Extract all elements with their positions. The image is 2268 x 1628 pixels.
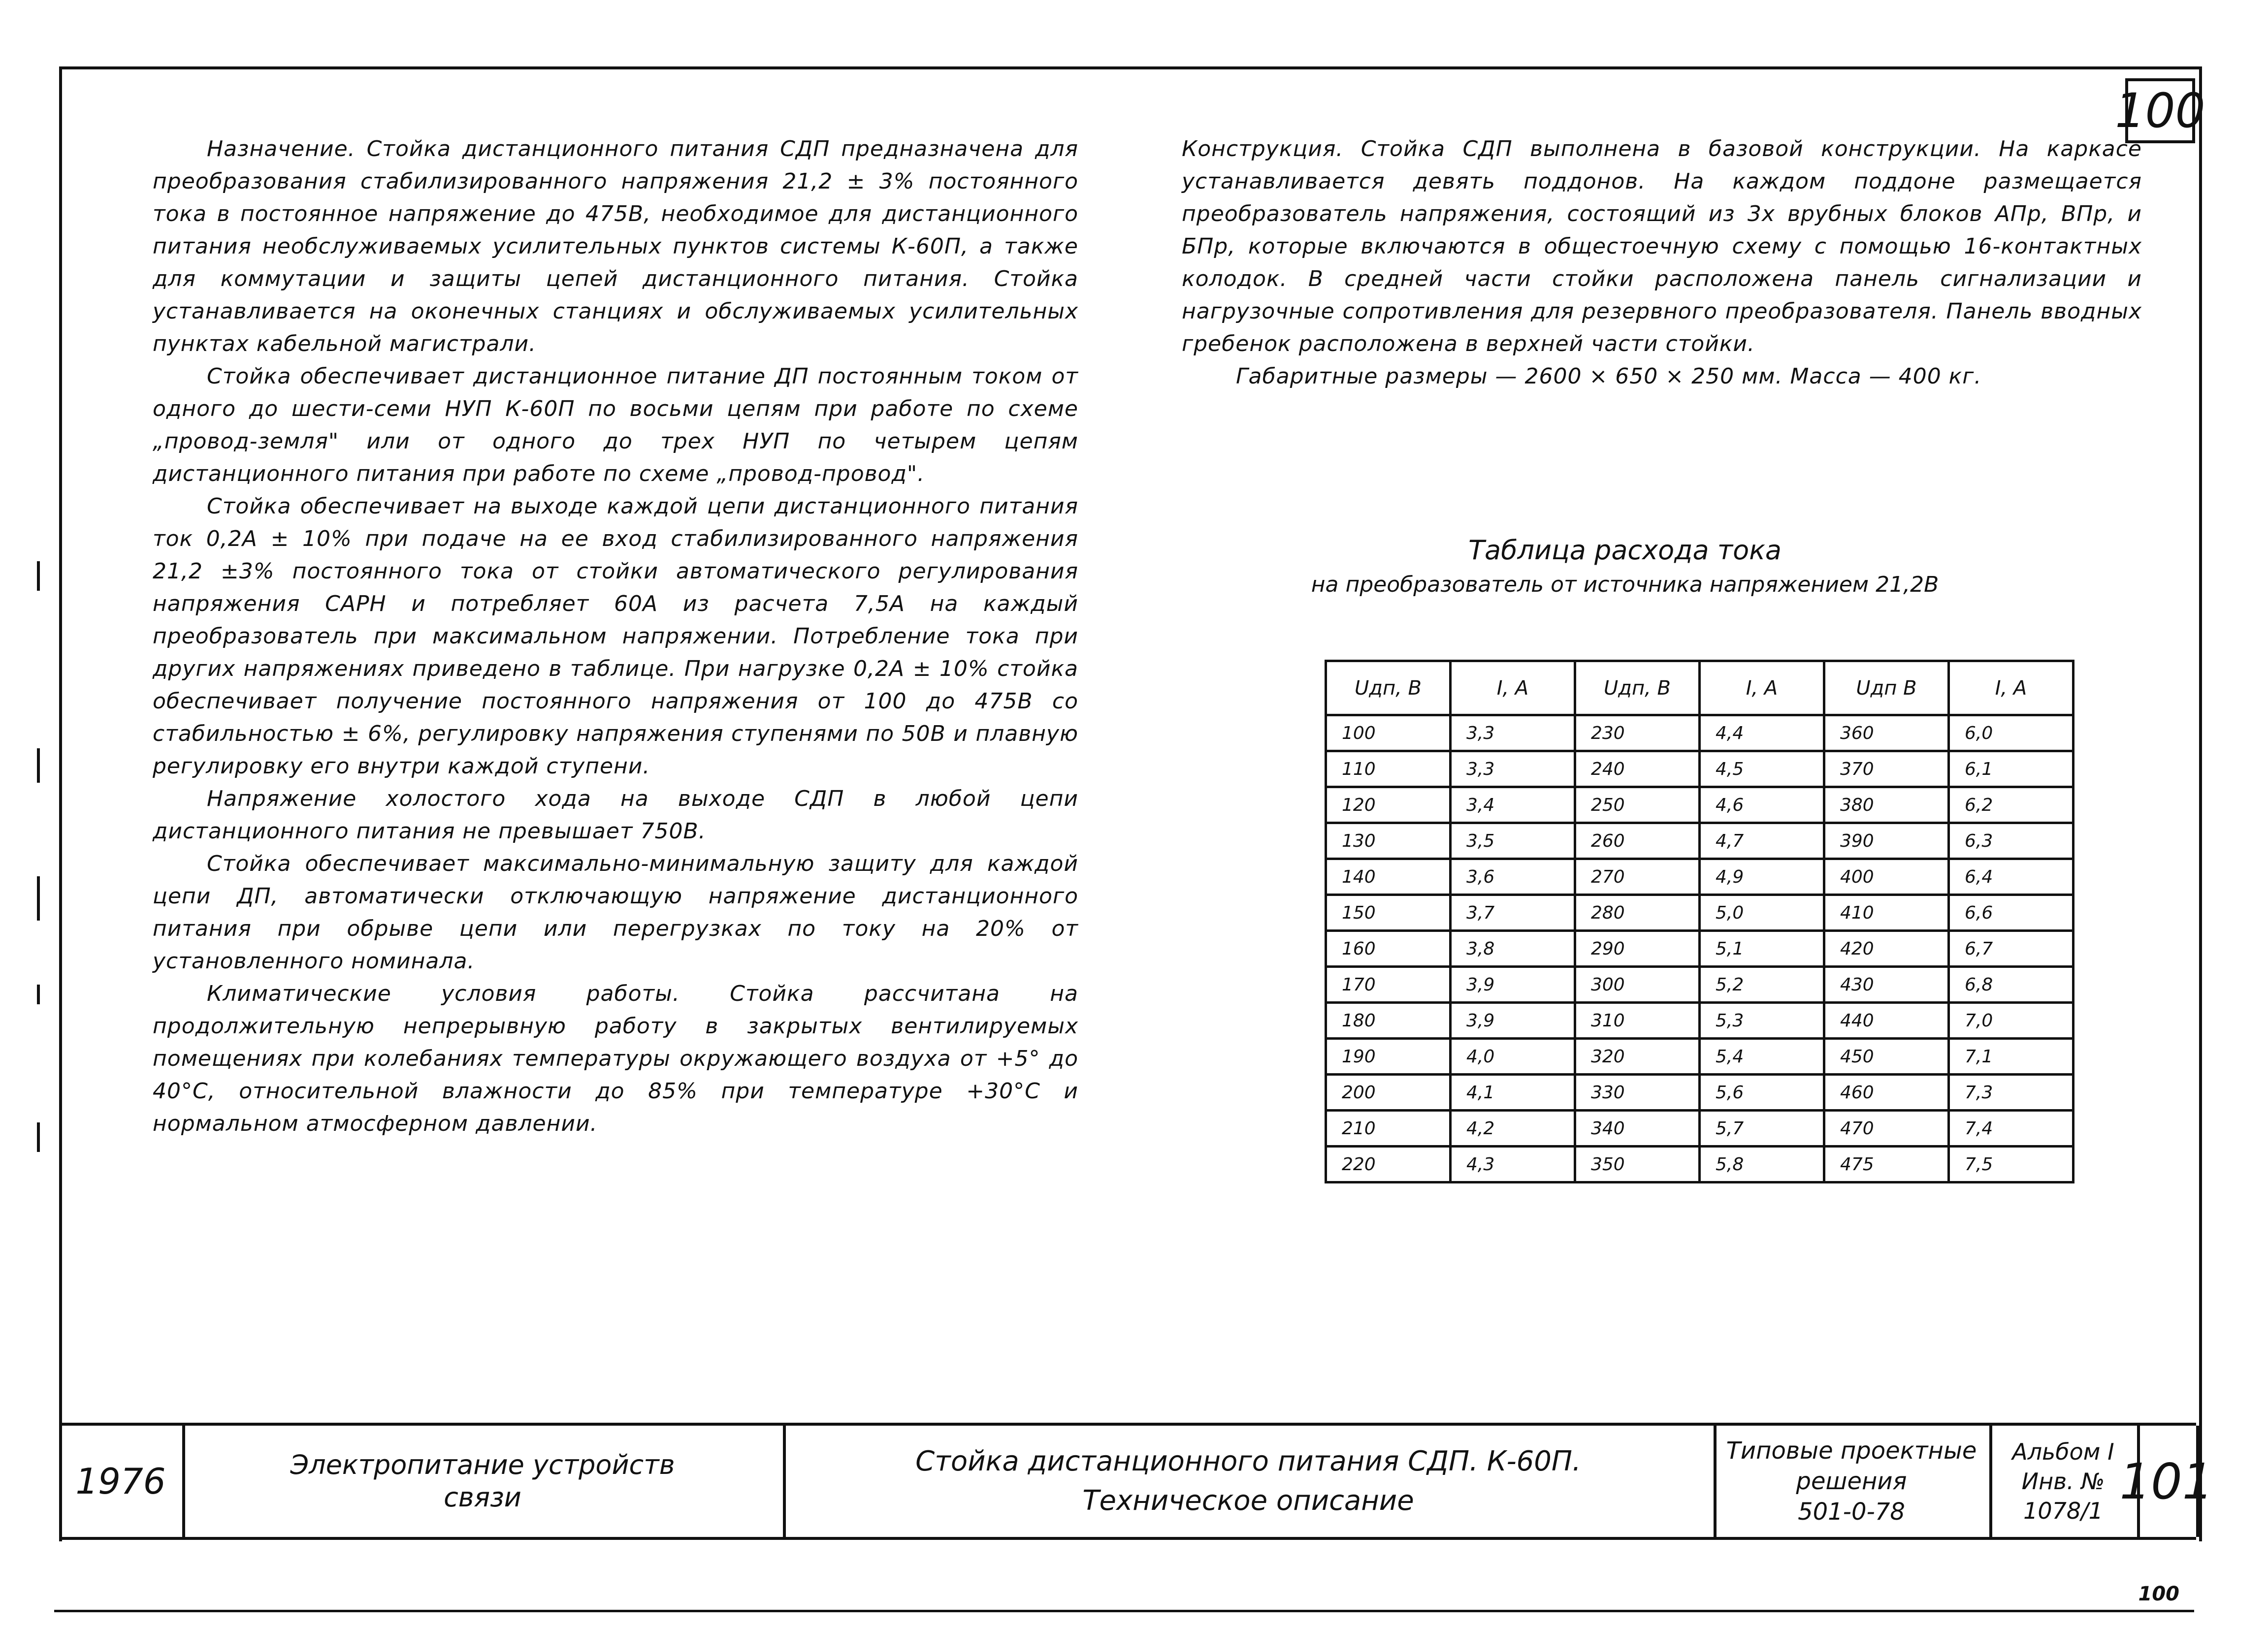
table-cell: 4,0	[1451, 1039, 1575, 1075]
table-cell: 6,0	[1949, 715, 2074, 751]
idle-voltage-paragraph: Напряжение холостого хода на выходе СДП в любой цепи дистанционного питания не превышает 750В.	[153, 786, 1078, 844]
table-row	[1326, 787, 2074, 823]
table-cell: 3,9	[1451, 967, 1575, 1003]
table-cell: 475	[1824, 1147, 1949, 1182]
table-cell: 460	[1824, 1075, 1949, 1111]
subject-line: связи	[444, 1482, 521, 1513]
table-cell: 190	[1326, 1039, 1451, 1075]
table-cell: 6,6	[1949, 895, 2074, 931]
table-cell: 240	[1575, 751, 1700, 787]
table-cell: 250	[1575, 787, 1700, 823]
series-line: решения	[1796, 1468, 1907, 1495]
margin-marks	[30, 542, 59, 1181]
document-title: Стойка дистанционного питания СДП. К-60П.	[915, 1445, 1581, 1477]
table-cell: 320	[1575, 1039, 1700, 1075]
table-cell: 160	[1326, 931, 1451, 967]
table-cell: 3,6	[1451, 859, 1575, 895]
album-cell	[1989, 1426, 2140, 1537]
table-row	[1326, 895, 2074, 931]
corner-sheet-number: 100	[2125, 78, 2195, 143]
table-row	[1326, 931, 2074, 967]
table-cell: 340	[1575, 1111, 1700, 1147]
table-row	[1326, 1111, 2074, 1147]
series-line: Типовые проектные	[1726, 1437, 1977, 1465]
table-cell: 6,7	[1949, 931, 2074, 967]
document-subtitle: Техническое описание	[1082, 1485, 1414, 1517]
table-cell: 420	[1824, 931, 1949, 967]
table-cell: 100	[1326, 715, 1451, 751]
table-cell: 4,6	[1700, 787, 1824, 823]
table-cell: 4,3	[1451, 1147, 1575, 1182]
table-cell: 7,4	[1949, 1111, 2074, 1147]
table-cell: 200	[1326, 1075, 1451, 1111]
header-cell: I, А	[1451, 661, 1575, 715]
current-consumption-table	[1325, 660, 2074, 1183]
table-cell: 380	[1824, 787, 1949, 823]
header-cell: Uдп В	[1824, 661, 1949, 715]
table-cell: 3,4	[1451, 787, 1575, 823]
inventory-label: Инв. №	[2021, 1468, 2105, 1495]
table-cell: 6,4	[1949, 859, 2074, 895]
dimensions-paragraph: Габаритные размеры — 2600 × 650 × 250 мм. Масса — 400 кг.	[1236, 364, 1982, 389]
table-subtitle: на преобразователь от источника напряжением 21,2В	[1311, 572, 1939, 597]
table-cell: 430	[1824, 967, 1949, 1003]
table-cell: 210	[1326, 1111, 1451, 1147]
table-cell: 110	[1326, 751, 1451, 787]
table-cell: 4,2	[1451, 1111, 1575, 1147]
table-cell: 220	[1326, 1147, 1451, 1182]
description-right-column	[1182, 133, 2142, 393]
header-cell: I, А	[1700, 661, 1824, 715]
sheet-cell	[2119, 1426, 2214, 1537]
table-title: Таблица расхода тока	[1468, 535, 1782, 566]
table-cell: 5,2	[1700, 967, 1824, 1003]
table-cell: 3,8	[1451, 931, 1575, 967]
power-supply-paragraph: Стойка обеспечивает дистанционное питание ДП постоянным током от одного до шести-семи НУП К-60П по восьми цепям при работе по схеме „провод-земля" или от одного до трех НУП по четырем цепям дистанционного питания при работе по схеме „провод-провод".	[153, 364, 1078, 486]
table-cell: 360	[1824, 715, 1949, 751]
table-cell: 6,1	[1949, 751, 2074, 787]
table-cell: 390	[1824, 823, 1949, 859]
table-row	[1326, 1075, 2074, 1111]
table-cell: 270	[1575, 859, 1700, 895]
table-cell: 130	[1326, 823, 1451, 859]
header-cell: I, А	[1949, 661, 2074, 715]
table-row	[1326, 715, 2074, 751]
climate-paragraph: Климатические условия работы. Стойка рассчитана на продолжительную непрерывную работу в закрытых вентилируемых помещениях при колебаниях температуры окружающего воздуха от +5° до 40°С, относительной влажности до 85% при температуре +30°С и нормальном атмосферном давлении.	[153, 981, 1078, 1136]
table-cell: 170	[1326, 967, 1451, 1003]
title-cell	[783, 1426, 1717, 1537]
table-cell: 4,1	[1451, 1075, 1575, 1111]
album-label: Альбом I	[2012, 1438, 2114, 1465]
table-row	[1326, 1003, 2074, 1039]
table-cell: 5,7	[1700, 1111, 1824, 1147]
construction-paragraph: Конструкция. Стойка СДП выполнена в базовой конструкции. На каркасе устанавливается девять поддонов. На каждом поддоне размещается преобразователь напряжения, состоящий из 3х врубных блоков АПр, ВПр, и БПр, которые включаются в общестоечную схему с помощью 16-контактных колодок. В средней части стойки расположена панель сигнализации и нагрузочные сопротивления для резервного преобразователя. Панель вводных гребенок расположена в верхней части стойки.	[1182, 136, 2142, 356]
table-cell: 5,1	[1700, 931, 1824, 967]
table-cell: 5,6	[1700, 1075, 1824, 1111]
table-cell: 4,7	[1700, 823, 1824, 859]
table-cell: 3,3	[1451, 751, 1575, 787]
table-cell: 6,2	[1949, 787, 2074, 823]
table-cell: 410	[1824, 895, 1949, 931]
table-cell: 3,7	[1451, 895, 1575, 931]
table-cell: 300	[1575, 967, 1700, 1003]
table-cell: 350	[1575, 1147, 1700, 1182]
table-cell: 260	[1575, 823, 1700, 859]
table-cell: 3,9	[1451, 1003, 1575, 1039]
sheet-number: 101	[2119, 1452, 2214, 1510]
table-row	[1326, 1039, 2074, 1075]
table-row	[1326, 1147, 2074, 1182]
table-cell: 310	[1575, 1003, 1700, 1039]
table-cell: 330	[1575, 1075, 1700, 1111]
header-cell: Uдп, В	[1326, 661, 1451, 715]
table-row	[1326, 751, 2074, 787]
table-cell: 5,4	[1700, 1039, 1824, 1075]
table-cell: 290	[1575, 931, 1700, 967]
page-number: 100	[2138, 1583, 2179, 1605]
table-row	[1326, 859, 2074, 895]
table-cell: 280	[1575, 895, 1700, 931]
protection-paragraph: Стойка обеспечивает максимально-минимальную защиту для каждой цепи ДП, автоматически отключающую напряжение дистанционного питания при обрыве цепи или перегрузках по току на 20% от установленного номинала.	[153, 851, 1078, 974]
table-cell: 140	[1326, 859, 1451, 895]
header-cell: Uдп, В	[1575, 661, 1700, 715]
table-cell: 7,5	[1949, 1147, 2074, 1182]
bottom-rule	[54, 1610, 2194, 1612]
table-cell: 4,4	[1700, 715, 1824, 751]
series-cell	[1714, 1426, 1992, 1537]
table-cell: 6,8	[1949, 967, 2074, 1003]
table-cell: 3,3	[1451, 715, 1575, 751]
subject-cell	[182, 1426, 786, 1537]
table-cell: 400	[1824, 859, 1949, 895]
table-cell: 7,0	[1949, 1003, 2074, 1039]
inventory-number: 1078/1	[2023, 1498, 2103, 1524]
table-cell: 150	[1326, 895, 1451, 931]
table-cell: 6,3	[1949, 823, 2074, 859]
description-left-column	[153, 133, 1078, 1140]
table-row	[1326, 967, 2074, 1003]
table-cell: 180	[1326, 1003, 1451, 1039]
year: 1976	[75, 1461, 166, 1502]
table-cell: 5,0	[1700, 895, 1824, 931]
table-heading	[1231, 532, 2019, 601]
table-cell: 3,5	[1451, 823, 1575, 859]
output-current-paragraph: Стойка обеспечивает на выходе каждой цепи дистанционного питания ток 0,2А ± 10% при подаче на ее вход стабилизированного напряжения 21,2 ±3% постоянного тока от стойки автоматического регулирования напряжения САРН и потребляет 60А из расчета 7,5А на каждый преобразователь при максимальном напряжении. Потребление тока при других напряжениях приведено в таблице. При нагрузке 0,2А ± 10% стойка обеспечивает получение постоянного напряжения от 100 до 475В со стабильностью ± 6%, регулировку напряжения ступенями по 50В и плавную регулировку его внутри каждой ступени.	[153, 494, 1078, 779]
series-code: 501-0-78	[1798, 1498, 1905, 1526]
table-cell: 370	[1824, 751, 1949, 787]
table-cell: 7,3	[1949, 1075, 2074, 1111]
table-cell: 5,8	[1700, 1147, 1824, 1182]
table-cell: 7,1	[1949, 1039, 2074, 1075]
table-cell: 450	[1824, 1039, 1949, 1075]
table-cell: 5,3	[1700, 1003, 1824, 1039]
subject-line: Электропитание устройств	[290, 1449, 675, 1480]
table-body	[1326, 715, 2074, 1182]
table-row	[1326, 823, 2074, 859]
table-cell: 440	[1824, 1003, 1949, 1039]
table-cell: 4,5	[1700, 751, 1824, 787]
table-cell: 470	[1824, 1111, 1949, 1147]
table-cell: 120	[1326, 787, 1451, 823]
year-cell	[59, 1426, 185, 1537]
table-cell: 4,9	[1700, 859, 1824, 895]
purpose-paragraph: Назначение. Стойка дистанционного питания СДП предназначена для преобразования стабилизированного напряжения 21,2 ± 3% постоянного тока в постоянное напряжение до 475В, необходимое для дистанционного питания необслуживаемых усилительных пунктов системы К-60П, а также для коммутации и защиты цепей дистанционного питания. Стойка устанавливается на оконечных станциях и обслуживаемых усилительных пунктах кабельной магистрали.	[153, 136, 1078, 356]
title-block	[59, 1423, 2214, 1540]
table-cell: 230	[1575, 715, 1700, 751]
table-header-row	[1326, 661, 2074, 715]
